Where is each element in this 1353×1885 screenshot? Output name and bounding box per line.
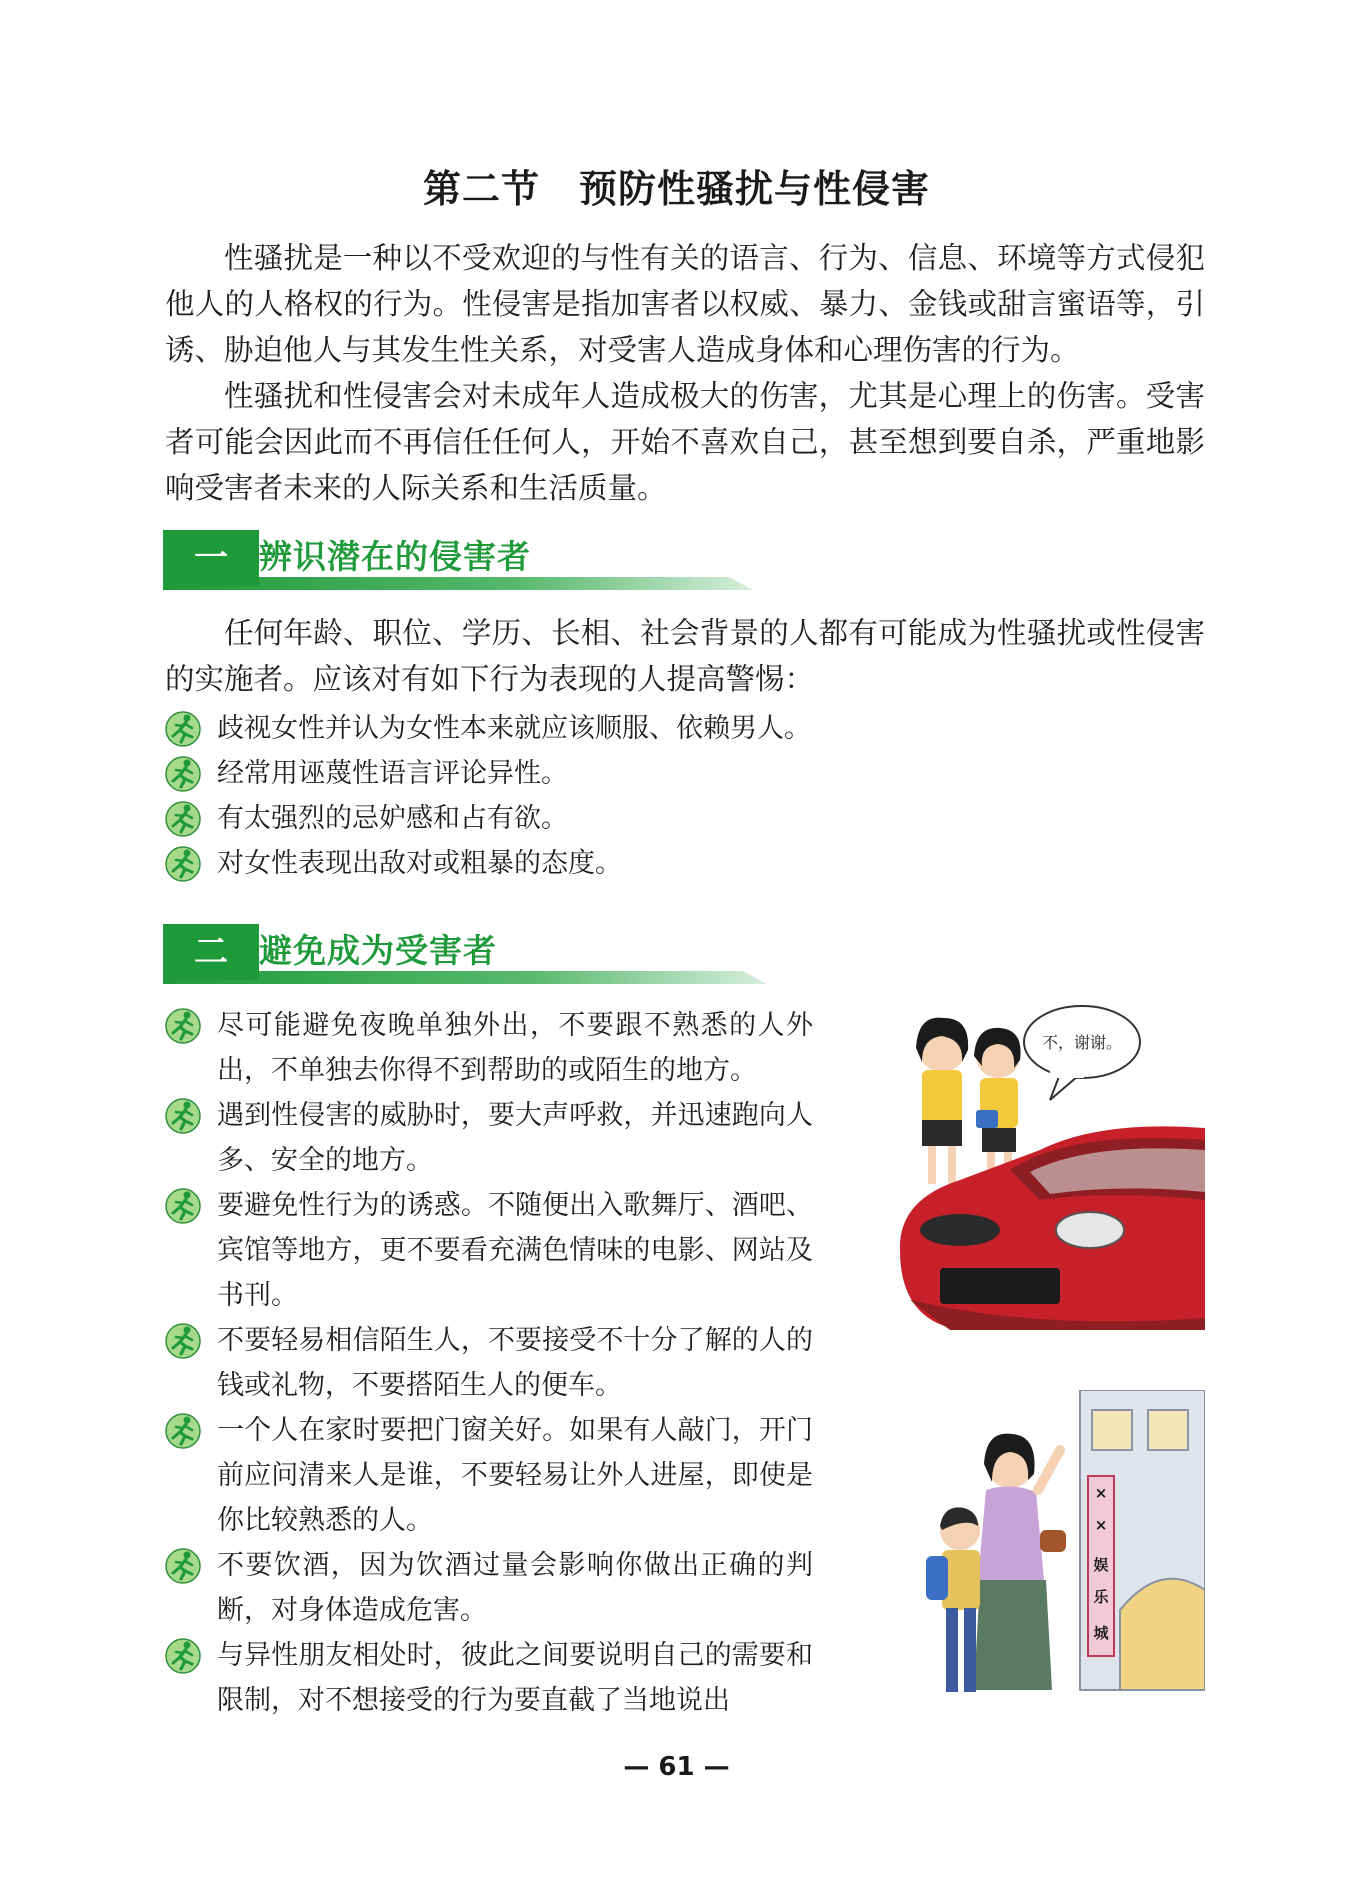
section-heading-1 bbox=[163, 530, 783, 600]
runner-icon bbox=[163, 1637, 203, 1675]
sign-char: 城 bbox=[1093, 1624, 1109, 1642]
speech-bubble bbox=[1024, 1006, 1140, 1100]
runner-icon bbox=[163, 845, 203, 883]
list-item-text: 不要轻易相信陌生人，不要接受不十分了解的人的钱或礼物，不要搭陌生人的便车。 bbox=[217, 1325, 813, 1401]
woman-figure bbox=[974, 1434, 1066, 1690]
list-item bbox=[163, 1543, 813, 1633]
runner-icon bbox=[163, 1547, 203, 1585]
list-item bbox=[163, 706, 963, 751]
list-item bbox=[163, 751, 963, 796]
list-item bbox=[163, 841, 963, 886]
list-item-text: 与异性朋友相处时，彼此之间要说明自己的需要和限制，对不想接受的行为要直截了当地说出 bbox=[217, 1640, 813, 1716]
part1-paragraph: 任何年龄、职位、学历、长相、社会背景的人都有可能成为性骚扰或性侵害的实施者。应该对有如下行为表现的人提高警惕： bbox=[165, 616, 1205, 696]
intro-paragraph-2: 性骚扰和性侵害会对未成年人造成极大的伤害，尤其是心理上的伤害。受害者可能会因此而不再信任任何人，开始不喜欢自己，甚至想到要自杀，严重地影响受害者未来的人际关系和生活质量。 bbox=[165, 379, 1205, 505]
warning-signs-list bbox=[163, 706, 963, 886]
list-item bbox=[163, 1183, 813, 1318]
runner-icon bbox=[163, 1412, 203, 1450]
list-item-text: 有太强烈的忌妒感和占有欲。 bbox=[217, 803, 568, 834]
red-car bbox=[900, 1126, 1205, 1330]
list-item-text: 歧视女性并认为女性本来就应该顺服、依赖男人。 bbox=[217, 713, 811, 744]
girl-figure bbox=[916, 1018, 968, 1184]
boy-figure bbox=[926, 1507, 980, 1692]
runner-icon bbox=[163, 1322, 203, 1360]
page-number: — 61 — bbox=[623, 1752, 730, 1782]
list-item bbox=[163, 1003, 813, 1093]
list-item-text: 不要饮酒，因为饮酒过量会影响你做出正确的判断，对身体造成危害。 bbox=[217, 1550, 813, 1626]
sign-char: 乐 bbox=[1093, 1588, 1109, 1606]
sign-char: × bbox=[1094, 1516, 1108, 1534]
list-item bbox=[163, 1633, 813, 1723]
list-item-text: 一个人在家时要把门窗关好。如果有人敲门，开门前应问清来人是谁，不要轻易让外人进屋，即使是你比较熟悉的人。 bbox=[217, 1415, 813, 1536]
section-heading-text: 避免成为受害者 bbox=[259, 931, 497, 970]
section-title: 第二节 预防性骚扰与性侵害 bbox=[422, 167, 930, 211]
list-item bbox=[163, 1093, 813, 1183]
building bbox=[1080, 1390, 1205, 1690]
list-item-text: 遇到性侵害的威胁时，要大声呼救，并迅速跑向人多、安全的地方。 bbox=[217, 1100, 813, 1176]
runner-icon bbox=[163, 1007, 203, 1045]
runner-icon bbox=[163, 710, 203, 748]
list-item bbox=[163, 1408, 813, 1543]
section-number: 一 bbox=[194, 538, 228, 578]
runner-icon bbox=[163, 1187, 203, 1225]
list-item bbox=[163, 1318, 813, 1408]
list-item-text: 经常用诬蔑性语言评论异性。 bbox=[217, 758, 568, 789]
list-item bbox=[163, 796, 963, 841]
section-number: 二 bbox=[194, 932, 228, 972]
section-heading-2 bbox=[163, 924, 783, 994]
sign-char: 娱 bbox=[1093, 1556, 1109, 1574]
list-item-text: 尽可能避免夜晚单独外出，不要跟不熟悉的人外出，不单独去你得不到帮助的或陌生的地方。 bbox=[217, 1010, 813, 1086]
building-illustration bbox=[920, 1390, 1205, 1720]
runner-icon bbox=[163, 1097, 203, 1135]
list-item-text: 要避免性行为的诱惑。不随便出入歌舞厅、酒吧、宾馆等地方，更不要看充满色情味的电影、网站及书刊。 bbox=[217, 1190, 813, 1311]
sign-char: × bbox=[1094, 1484, 1108, 1502]
speech-text: 不，谢谢。 bbox=[1041, 1033, 1123, 1052]
car-illustration bbox=[890, 1000, 1205, 1365]
prevention-list bbox=[163, 1003, 813, 1723]
runner-icon bbox=[163, 800, 203, 838]
intro-paragraph-1: 性骚扰是一种以不受欢迎的与性有关的语言、行为、信息、环境等方式侵犯他人的人格权的行为。性侵害是指加害者以权威、暴力、金钱或甜言蜜语等，引诱、胁迫他人与其发生性关系，对受害人造成身体和心理伤害的行为。 bbox=[165, 241, 1205, 367]
section-heading-text: 辨识潜在的侵害者 bbox=[259, 537, 531, 576]
list-item-text: 对女性表现出敌对或粗暴的态度。 bbox=[217, 848, 622, 879]
runner-icon bbox=[163, 755, 203, 793]
